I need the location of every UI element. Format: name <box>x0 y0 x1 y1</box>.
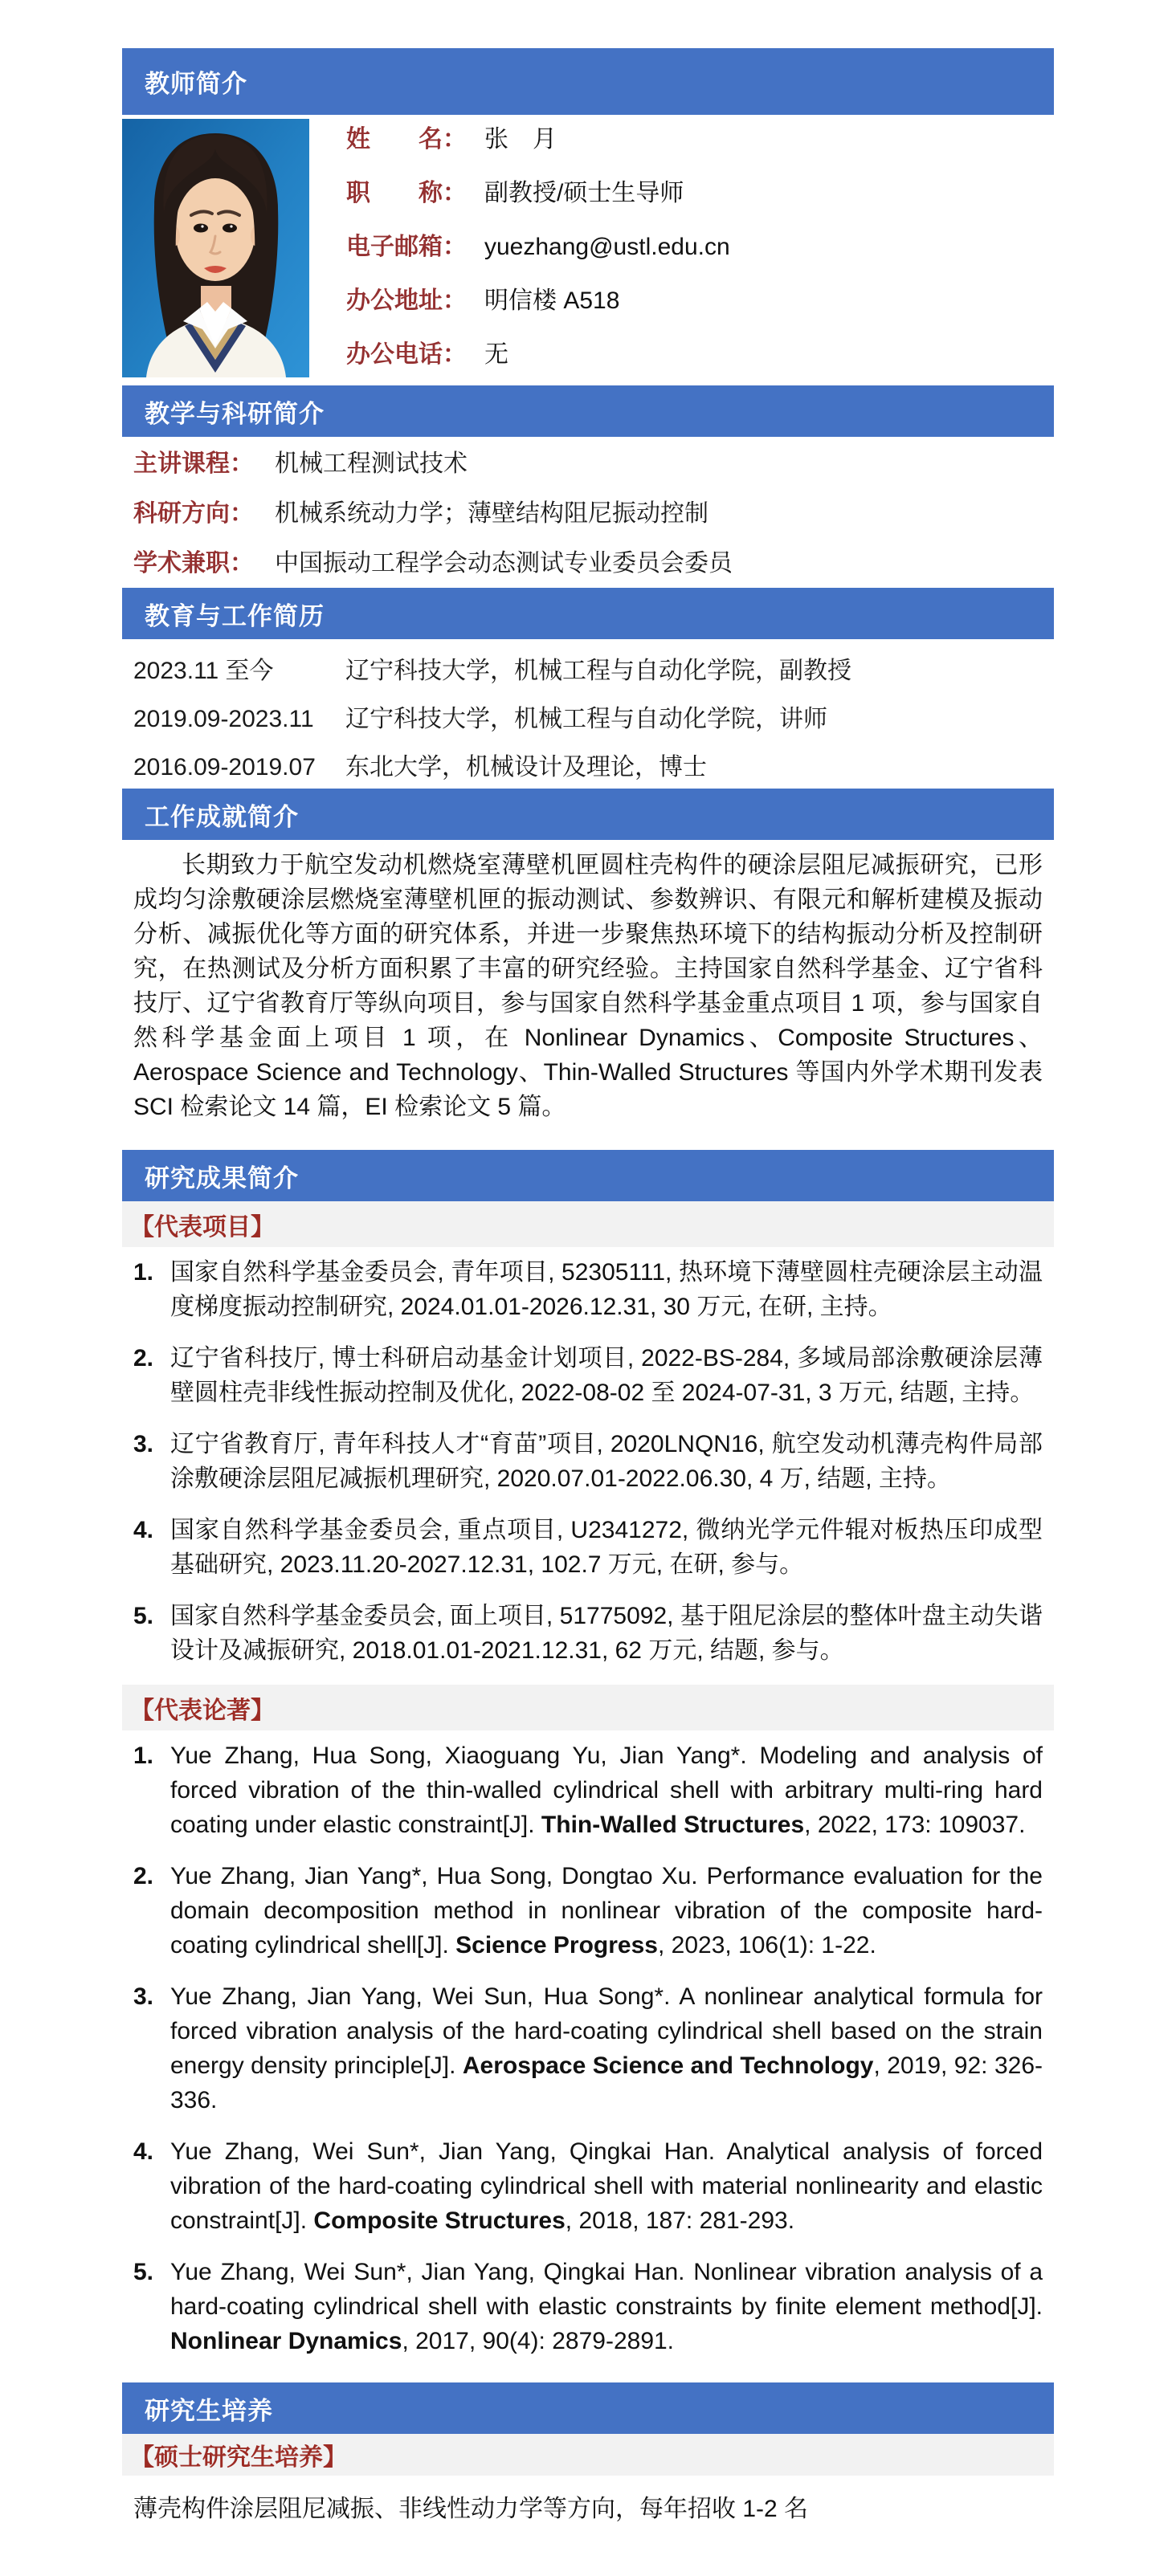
publication-text-after: , 2019, 92: 326-336. <box>170 2052 1043 2113</box>
history-period: 2023.11 至今 <box>133 658 274 684</box>
publication-text-after: , 2017, 90(4): 2879-2891. <box>402 2328 675 2354</box>
project-number: 1. <box>133 1259 154 1286</box>
row-academic-posts-value: 中国振动工程学会动态测试专业委员会委员 <box>275 550 733 577</box>
publication-number: 4. <box>133 2138 154 2165</box>
publication-number: 1. <box>133 1742 154 1769</box>
publication-text-before: Yue Zhang, Jian Yang*, Hua Song, Dongtao Xu. Performance evaluation for the domain decomposition method in nonlinear vibration of the composite hard-coating cylindrical shell[J]. <box>170 1863 1043 1958</box>
field-office-address-label: 办公地址： <box>346 287 467 314</box>
section-header-work-achievement <box>122 789 1054 840</box>
field-email <box>346 233 1054 262</box>
project-item <box>122 1513 1054 1582</box>
graduate-training-text: 薄壳构件涂层阻尼减振、非线性动力学等方向，每年招收 1-2 名 <box>133 2496 809 2522</box>
publication-journal: Composite Structures <box>313 2207 566 2234</box>
field-office-address <box>346 287 1054 316</box>
subsection-title: 【代表论著】 <box>130 1697 275 1724</box>
project-text: 辽宁省教育厅, 青年科技人才“育苗”项目, 2020LNQN16, 航空发动机薄壳构件局部涂敷硬涂层阻尼减振机理研究, 2020.07.01-2022.06.30, 4 万, 结题, 主持。 <box>170 1431 1043 1492</box>
row-research-direction <box>133 499 1043 528</box>
teaching-research-rows <box>122 450 1054 578</box>
history-detail: 东北大学，机械设计及理论，博士 <box>345 754 707 781</box>
work-achievement-paragraph: 长期致力于航空发动机燃烧室薄壁机匣圆柱壳构件的硬涂层阻尼减振研究，已形成均匀涂敷硬涂层燃烧室薄壁机匣的振动测试、参数辨识、有限元和解析建模及振动分析、减振优化等方面的研究体系，并进一步聚焦热环境下的结构振动分析及控制研究，在热测试及分析方面积累了丰富的研究经验。主持国家自然科学基金、辽宁省科技厅、辽宁省教育厅等纵向项目，参与国家自然科学基金重点项目 1 项，参与国家自然科学基金面上项目 1 项，在 Nonlinear Dynamics、Composite Structures、Aerospace Science and Technology、Thin-Walled Structures 等国内外学术期刊发表 SCI 检索论文 14 篇，EI 检索论文 5 篇。 <box>133 852 1043 1120</box>
field-office-phone <box>346 340 1054 369</box>
field-office-phone-label: 办公电话： <box>346 341 467 368</box>
publications-list <box>122 1738 1054 2358</box>
publication-journal: Thin-Walled Structures <box>541 1812 805 1838</box>
projects-list <box>122 1255 1054 1668</box>
publication-text-after: , 2018, 187: 281-293. <box>565 2207 795 2234</box>
row-academic-posts-label: 学术兼职： <box>133 550 254 577</box>
section-title: 教学与科研简介 <box>145 399 325 428</box>
education-work-rows <box>122 657 1054 782</box>
project-text: 国家自然科学基金委员会, 面上项目, 51775092, 基于阻尼涂层的整体叶盘主动失谐设计及减振研究, 2018.01.01-2021.12.31, 62 万元, 结题, 参与。 <box>170 1603 1043 1664</box>
section-header-teaching-research <box>122 385 1054 437</box>
row-research-direction-label: 科研方向： <box>133 500 254 527</box>
publication-text-before: Yue Zhang, Wei Sun*, Jian Yang, Qingkai Han. Nonlinear vibration analysis of a hard-coating cylindrical shell with elastic constraints by finite element method[J]. <box>170 2259 1043 2320</box>
field-office-address-value: 明信楼 A518 <box>484 287 620 314</box>
project-number: 3. <box>133 1431 154 1457</box>
history-period: 2019.09-2023.11 <box>133 706 314 732</box>
project-number: 4. <box>133 1517 154 1543</box>
field-title-label: 职 称： <box>346 180 467 206</box>
publication-number: 5. <box>133 2259 154 2285</box>
project-item <box>122 1599 1054 1668</box>
row-courses <box>133 450 1043 479</box>
project-item <box>122 1341 1054 1410</box>
row-research-direction-value: 机械系统动力学；薄壁结构阻尼振动控制 <box>275 500 708 527</box>
section-title: 研究成果简介 <box>145 1164 299 1192</box>
teacher-photo <box>122 119 309 377</box>
history-detail: 辽宁科技大学，机械工程与自动化学院，副教授 <box>345 658 851 684</box>
publication-text-after: , 2022, 173: 109037. <box>804 1812 1026 1838</box>
subsection-heading-master-training <box>122 2434 1054 2476</box>
history-detail: 辽宁科技大学，机械工程与自动化学院，讲师 <box>345 706 827 732</box>
project-item <box>122 1427 1054 1496</box>
publication-number: 2. <box>133 1863 154 1889</box>
publication-journal: Aerospace Science and Technology <box>462 2052 874 2079</box>
row-academic-posts <box>133 549 1043 578</box>
section-title: 教育与工作简历 <box>145 601 325 630</box>
history-row <box>133 657 1043 686</box>
field-office-phone-value: 无 <box>484 341 508 368</box>
section-title: 研究生培养 <box>145 2396 273 2425</box>
section-title: 工作成就简介 <box>145 802 299 831</box>
project-number: 5. <box>133 1603 154 1629</box>
portrait-illustration <box>122 119 309 377</box>
publication-item <box>122 1738 1054 1842</box>
publication-journal: Nonlinear Dynamics <box>170 2328 402 2354</box>
field-name-label: 姓 名： <box>346 126 467 153</box>
section-title: 教师简介 <box>145 70 247 98</box>
subsection-heading-publications <box>122 1685 1054 1730</box>
publication-number: 3. <box>133 1983 154 2010</box>
publication-text-before: Yue Zhang, Hua Song, Xiaoguang Yu, Jian Yang*. Modeling and analysis of forced vibration of the thin-walled cylindrical shell with arbitrary multi-ring hard coating under elastic constraint[J]. <box>170 1742 1043 1838</box>
project-item <box>122 1255 1054 1324</box>
publication-text-after: , 2023, 106(1): 1-22. <box>657 1932 876 1958</box>
project-text: 辽宁省科技厅, 博士科研启动基金计划项目, 2022-BS-284, 多域局部涂敷硬涂层薄壁圆柱壳非线性振动控制及优化, 2022-08-02 至 2024-07-31, 3 万元, 结题, 主持。 <box>170 1345 1043 1406</box>
field-title <box>346 179 1054 208</box>
publication-item <box>122 1979 1054 2117</box>
field-email-label: 电子邮箱： <box>346 234 467 260</box>
publication-item <box>122 2134 1054 2238</box>
subsection-title: 【硕士研究生培养】 <box>130 2444 347 2471</box>
field-name-value: 张 月 <box>484 126 557 153</box>
field-title-value: 副教授/硕士生导师 <box>484 180 684 206</box>
section-header-research-results <box>122 1150 1054 1201</box>
project-text: 国家自然科学基金委员会, 重点项目, U2341272, 微纳光学元件辊对板热压印成型基础研究, 2023.11.20-2027.12.31, 102.7 万元, 在研, 参与。 <box>170 1517 1043 1578</box>
publication-item <box>122 1859 1054 1963</box>
history-row <box>133 753 1043 782</box>
publication-text-before: Yue Zhang, Jian Yang, Wei Sun, Hua Song*. A nonlinear analytical formula for forced vibration analysis of the hard-coating cylindrical shell based on the strain energy density principle[J]. <box>170 1983 1043 2079</box>
history-period: 2016.09-2019.07 <box>133 754 316 781</box>
publication-text-before: Yue Zhang, Wei Sun*, Jian Yang, Qingkai Han. Analytical analysis of forced vibration of the hard-coating cylindrical shell with material nonlinearity and elastic constraint[J]. <box>170 2138 1043 2234</box>
section-header-graduate-training <box>122 2382 1054 2434</box>
section-header-teacher-intro <box>122 48 1054 115</box>
field-name <box>346 125 1054 154</box>
profile-block <box>122 119 1054 377</box>
faculty-profile-page <box>122 0 1054 2558</box>
project-text: 国家自然科学基金委员会, 青年项目, 52305111, 热环境下薄壁圆柱壳硬涂层主动温度梯度振动控制研究, 2024.01.01-2026.12.31, 30 万元, 在研, 主持。 <box>170 1259 1043 1320</box>
section-header-education-work <box>122 588 1054 639</box>
history-row <box>133 705 1043 734</box>
publication-item <box>122 2255 1054 2358</box>
subsection-heading-projects <box>122 1201 1054 1247</box>
row-courses-label: 主讲课程： <box>133 450 254 477</box>
profile-fields <box>346 119 1054 377</box>
row-courses-value: 机械工程测试技术 <box>275 450 468 477</box>
subsection-title: 【代表项目】 <box>130 1213 275 1241</box>
project-number: 2. <box>133 1345 154 1372</box>
publication-journal: Science Progress <box>455 1932 658 1958</box>
field-email-value: yuezhang@ustl.edu.cn <box>484 234 730 260</box>
